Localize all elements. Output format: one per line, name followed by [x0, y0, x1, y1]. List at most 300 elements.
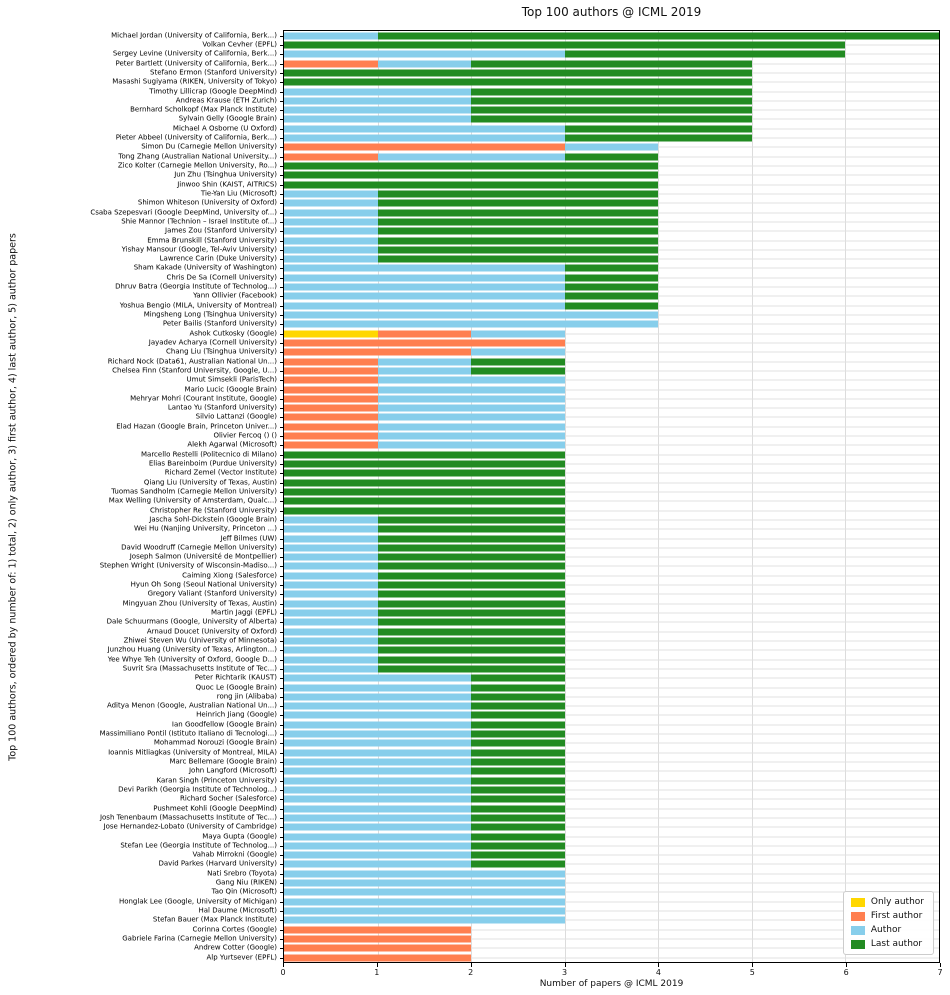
stacked-bar: [284, 759, 939, 766]
bar-segment-first: [284, 349, 471, 356]
author-row: [158, 859, 939, 869]
author-row: [150, 68, 939, 77]
stacked-bar: [284, 349, 939, 356]
y-tick-mark: [280, 352, 283, 353]
y-tick-mark: [280, 241, 283, 242]
stacked-bar: [284, 665, 939, 672]
stacked-bar: [284, 358, 939, 365]
author-tick-label: Simon Du (Carnegie Mellon University): [141, 142, 277, 151]
author-row: [112, 366, 939, 375]
author-row: [200, 189, 939, 198]
author-row: [134, 524, 939, 534]
bar-segment-author: [471, 330, 565, 337]
bar-segment-first: [284, 433, 378, 440]
bar-segment-last: [378, 535, 565, 542]
y-tick-mark: [280, 650, 283, 651]
bar-segment-first: [284, 144, 565, 151]
stacked-bar: [284, 321, 939, 328]
author-row: [130, 580, 939, 589]
bar-segment-last: [565, 293, 659, 300]
y-tick-mark: [280, 837, 283, 838]
author-tick-label: Jayadev Acharya (Cornell University): [148, 338, 277, 347]
author-tick-label: Quoc Le (Google Brain): [195, 683, 277, 692]
author-row: [174, 170, 939, 180]
bar-segment-author: [284, 777, 471, 784]
bar-segment-author: [284, 759, 471, 766]
stacked-bar: [284, 842, 939, 849]
bar-segment-last: [378, 237, 659, 244]
y-tick-mark: [280, 734, 283, 735]
author-tick-label: Umut Simsekli (ParisTech): [186, 375, 277, 384]
author-tick-label: Richard Socher (Salesforce): [180, 794, 277, 803]
author-tick-label: Ian Goodfellow (Google Brain): [171, 720, 277, 729]
author-row: [148, 459, 939, 468]
x-tick-mark: [846, 963, 847, 967]
chart-title: Top 100 authors @ ICML 2019: [521, 5, 702, 19]
author-row: [188, 766, 939, 776]
author-row: [116, 422, 939, 431]
y-tick-mark: [280, 417, 283, 418]
author-row: [156, 776, 939, 785]
bar-segment-author: [284, 703, 471, 710]
author-tick-label: Richard Nock (Data61, Australian National Un...): [107, 357, 277, 366]
author-tick-label: Mingsheng Long (Tsinghua University): [143, 310, 277, 319]
rows: [90, 31, 939, 962]
author-tick-label: Christopher Re (Stanford University): [149, 506, 277, 515]
author-row: [164, 468, 939, 478]
author-tick-label: Olivier Fercoq () (): [213, 431, 277, 440]
stacked-bar: [284, 284, 939, 291]
y-tick-mark: [280, 715, 283, 716]
x-tick-label: 6: [843, 968, 849, 977]
y-tick-mark: [280, 576, 283, 577]
bar-segment-author: [284, 265, 565, 272]
legend-label: Only author: [870, 897, 924, 907]
bar-segment-author: [284, 302, 565, 309]
stacked-bar: [284, 442, 939, 449]
author-tick-label: Silvio Lattanzi (Google): [195, 412, 277, 421]
stacked-bar: [284, 852, 939, 859]
bar-segment-author: [284, 51, 565, 58]
bar-segment-last: [471, 731, 565, 738]
stacked-bar: [284, 600, 939, 607]
stacked-bar: [284, 805, 939, 812]
bar-segment-first: [284, 935, 471, 942]
author-tick-label: Elad Hazan (Google Brain, Princeton Univer...): [116, 422, 277, 431]
stacked-bar: [284, 898, 939, 905]
y-tick-mark: [280, 594, 283, 595]
stacked-bar: [284, 656, 939, 663]
author-row: [186, 375, 939, 385]
bar-segment-last: [378, 32, 939, 39]
bar-segment-last: [471, 740, 565, 747]
stacked-bar: [284, 218, 939, 225]
stacked-bar: [284, 945, 939, 952]
stacked-bar: [284, 274, 939, 281]
y-tick-mark: [280, 138, 283, 139]
y-tick-mark: [280, 464, 283, 465]
bar-segment-last: [284, 41, 845, 48]
stacked-bar: [284, 712, 939, 719]
x-tick-label: 3: [562, 968, 568, 977]
bar-segment-first: [378, 330, 472, 337]
y-tick-mark: [280, 380, 283, 381]
bar-segment-author: [284, 917, 565, 924]
stacked-bar: [284, 582, 939, 589]
author-row: [202, 832, 939, 841]
bar-segment-author: [284, 721, 471, 728]
stacked-bar: [284, 405, 939, 412]
bar-segment-last: [378, 591, 565, 598]
bar-segment-author: [284, 88, 471, 95]
author-tick-label: Stefan Lee (Georgia Institute of Technolog...): [120, 841, 277, 850]
author-tick-label: Jascha Sohl-Dickstein (Google Brain): [149, 515, 277, 524]
bar-segment-first: [284, 377, 378, 384]
author-row: [172, 124, 939, 133]
author-tick-label: Lantao Yu (Stanford University): [167, 403, 277, 412]
stacked-bar: [284, 88, 939, 95]
author-row: [149, 506, 939, 515]
bar-segment-author: [284, 675, 471, 682]
bar-segment-last: [471, 768, 565, 775]
author-row: [90, 208, 939, 217]
author-tick-label: Ashok Cutkosky (Google): [189, 329, 277, 338]
author-row: [107, 645, 939, 655]
stacked-bar: [284, 367, 939, 374]
bar-segment-last: [471, 777, 565, 784]
y-tick-mark: [280, 231, 283, 232]
legend-label: Author: [870, 925, 902, 935]
y-tick-mark: [280, 194, 283, 195]
bar-segment-last: [378, 228, 659, 235]
x-tick-label: 0: [280, 968, 286, 977]
author-row: [146, 627, 939, 636]
author-tick-label: Lawrence Carin (Duke University): [159, 254, 277, 263]
author-tick-label: Shie Mannor (Technion – Israel Institute of...): [121, 217, 277, 226]
author-row: [115, 133, 939, 142]
author-tick-label: Karan Singh (Princeton University): [156, 776, 277, 785]
bar-segment-last: [284, 470, 565, 477]
y-tick-mark: [280, 334, 283, 335]
bar-segment-first: [284, 339, 565, 346]
author-row: [184, 385, 939, 394]
stacked-bar: [284, 526, 939, 533]
stacked-bar: [284, 386, 939, 393]
bar-segment-author: [284, 312, 658, 319]
author-tick-label: Joseph Salmon (Université de Montpellier): [129, 552, 277, 561]
y-tick-mark: [280, 809, 283, 810]
bar-segment-author: [284, 619, 378, 626]
stacked-bar: [284, 153, 939, 160]
bar-segment-author: [378, 442, 565, 449]
author-row: [118, 897, 939, 906]
stacked-bar: [284, 312, 939, 319]
bar-segment-last: [378, 218, 659, 225]
bar-segment-last: [378, 647, 565, 654]
y-tick-mark: [280, 343, 283, 344]
bar-segment-author: [284, 274, 565, 281]
bar-segment-first: [284, 386, 378, 393]
bar-segment-author: [284, 889, 565, 896]
bar-segment-last: [378, 619, 565, 626]
author-row: [202, 40, 939, 49]
bar-segment-first: [284, 60, 378, 67]
bar-segment-last: [565, 284, 659, 291]
stacked-bar: [284, 470, 939, 477]
author-row: [178, 114, 939, 124]
bar-segment-first: [284, 954, 471, 961]
stacked-bar: [284, 637, 939, 644]
author-row: [115, 59, 939, 68]
stacked-bar: [284, 535, 939, 542]
y-tick-mark: [280, 82, 283, 83]
bar-segment-first: [284, 945, 471, 952]
y-tick-mark: [280, 771, 283, 772]
bar-segment-author: [284, 628, 378, 635]
y-tick-mark: [280, 688, 283, 689]
author-row: [180, 794, 939, 804]
stacked-bar: [284, 796, 939, 803]
stacked-bar: [284, 209, 939, 216]
author-row: [118, 152, 939, 161]
x-tick-mark: [940, 963, 941, 967]
author-tick-label: Tuomas Sandholm (Carnegie Mellon University): [111, 487, 277, 496]
legend-item: [851, 911, 924, 921]
author-tick-label: Ioannis Mitliagkas (University of Montreal, MILA): [108, 748, 277, 757]
author-tick-label: rong jin (Alibaba): [216, 692, 277, 701]
bar-segment-last: [471, 107, 752, 114]
author-tick-label: Honglak Lee (Google, University of Michigan): [118, 897, 277, 906]
author-tick-label: Mario Lucic (Google Brain): [184, 385, 277, 394]
stacked-bar: [284, 572, 939, 579]
y-tick-mark: [280, 278, 283, 279]
y-tick-mark: [280, 855, 283, 856]
y-tick-mark: [280, 892, 283, 893]
y-tick-mark: [280, 660, 283, 661]
bar-segment-last: [378, 526, 565, 533]
bar-segment-last: [378, 544, 565, 551]
y-tick-mark: [280, 157, 283, 158]
author-tick-label: Hyun Oh Song (Seoul National University): [130, 580, 277, 589]
stacked-bar: [284, 498, 939, 505]
y-tick-mark: [280, 296, 283, 297]
stacked-bar: [284, 41, 939, 48]
author-tick-label: Sergey Levine (University of California, Berk...): [112, 49, 277, 58]
author-tick-label: Andrew Cotter (Google): [194, 943, 277, 952]
x-tick-mark: [752, 963, 753, 967]
author-tick-label: Vahab Mirrokni (Google): [192, 850, 277, 859]
y-tick-mark: [280, 613, 283, 614]
stacked-bar: [284, 339, 939, 346]
stacked-bar: [284, 619, 939, 626]
bar-segment-author: [284, 693, 471, 700]
y-tick-mark: [280, 259, 283, 260]
bar-segment-author: [284, 256, 378, 263]
bar-segment-author: [378, 423, 565, 430]
bar-segment-author: [378, 395, 565, 402]
author-tick-label: Mingyuan Zhou (University of Texas, Austin): [122, 599, 277, 608]
bar-segment-author: [284, 824, 471, 831]
author-row: [192, 925, 939, 934]
bar-segment-last: [471, 814, 565, 821]
author-row: [167, 403, 939, 413]
bar-segment-last: [565, 302, 659, 309]
author-row: [130, 105, 939, 115]
y-axis-label: Top 100 authors, ordered by number of: 1) total, 2) only author, 3) first author, 4) last author, 5) author papers: [7, 233, 19, 761]
author-tick-label: Alp Yurtsever (EPFL): [206, 953, 277, 962]
y-tick-mark: [280, 939, 283, 940]
stacked-bar: [284, 377, 939, 384]
author-tick-label: Richard Zemel (Vector Institute): [164, 468, 277, 477]
stacked-bar: [284, 954, 939, 961]
legend-item: [851, 939, 924, 949]
author-row: [193, 291, 939, 301]
author-row: [130, 394, 939, 403]
bar-segment-author: [284, 768, 471, 775]
stacked-bar: [284, 246, 939, 253]
stacked-bar: [284, 293, 939, 300]
author-row: [106, 617, 939, 627]
y-tick-mark: [280, 790, 283, 791]
y-tick-mark: [280, 520, 283, 521]
bar-segment-author: [284, 293, 565, 300]
author-row: [177, 180, 939, 189]
author-row: [112, 49, 939, 59]
author-tick-label: Jinwoo Shin (KAIST, AITRICS): [177, 180, 277, 189]
stacked-bar: [284, 461, 939, 468]
bar-segment-last: [565, 274, 659, 281]
stacked-bar: [284, 935, 939, 942]
y-tick-mark: [280, 268, 283, 269]
y-tick-mark: [280, 408, 283, 409]
y-tick-mark: [280, 45, 283, 46]
y-tick-mark: [280, 902, 283, 903]
y-tick-mark: [280, 604, 283, 605]
y-tick-mark: [280, 427, 283, 428]
stacked-bar: [284, 107, 939, 114]
stacked-bar: [284, 125, 939, 132]
plot-area: [90, 30, 940, 963]
y-tick-mark: [280, 362, 283, 363]
bar-segment-last: [471, 786, 565, 793]
bar-segment-author: [284, 526, 378, 533]
bar-segment-author: [378, 386, 565, 393]
bar-segment-last: [471, 749, 565, 756]
bar-segment-author: [284, 32, 378, 39]
bar-segment-last: [378, 637, 565, 644]
author-row: [148, 338, 939, 347]
author-tick-label: Qiang Liu (University of Texas, Austin): [143, 478, 277, 487]
bar-segment-author: [284, 610, 378, 617]
author-row: [182, 571, 939, 580]
author-tick-label: Marcello Restelli (Politecnico di Milano): [140, 450, 277, 459]
stacked-bar: [284, 824, 939, 831]
legend: [843, 891, 934, 955]
y-tick-mark: [280, 725, 283, 726]
bar-segment-author: [284, 218, 378, 225]
bar-segment-author: [284, 833, 471, 840]
bar-segment-last: [284, 172, 658, 179]
x-tick-mark: [565, 963, 566, 967]
bar-segment-first: [284, 442, 378, 449]
author-tick-label: Tao Qin (Microsoft): [211, 887, 277, 896]
stacked-bar: [284, 172, 939, 179]
author-tick-label: Nati Srebro (Toyota): [207, 869, 277, 878]
author-row: [194, 943, 939, 953]
stacked-bar: [284, 135, 939, 142]
legend-item: [851, 897, 924, 907]
stacked-bar: [284, 414, 939, 421]
author-row: [165, 226, 939, 236]
bar-segment-author: [284, 880, 565, 887]
author-tick-label: Aditya Menon (Google, Australian National Un...): [106, 701, 277, 710]
author-row: [196, 710, 939, 720]
author-tick-label: Chelsea Finn (Stanford University, Google, U...): [112, 366, 277, 375]
bar-segment-last: [471, 759, 565, 766]
bar-segment-author: [284, 535, 378, 542]
author-row: [106, 701, 939, 711]
bar-segment-first: [284, 358, 378, 365]
stacked-bar: [284, 628, 939, 635]
author-tick-label: Massimiliano Pontil (Istituto Italiano di Tecnologi...): [99, 729, 277, 738]
stacked-bar: [284, 32, 939, 39]
y-tick-mark: [280, 557, 283, 558]
stacked-bar: [284, 870, 939, 877]
author-tick-label: David Woodruff (Carnegie Mellon University): [121, 543, 277, 552]
y-tick-mark: [280, 222, 283, 223]
author-tick-label: Tie-Yan Liu (Microsoft): [200, 189, 277, 198]
bar-segment-last: [284, 79, 752, 86]
bar-segment-author: [284, 591, 378, 598]
author-row: [207, 869, 939, 878]
stacked-bar: [284, 395, 939, 402]
stacked-bar: [284, 563, 939, 570]
stacked-bar: [284, 880, 939, 887]
bar-segment-last: [284, 181, 658, 188]
author-tick-label: Alekh Agarwal (Microsoft): [187, 440, 277, 449]
author-tick-label: David Parkes (Harvard University): [158, 859, 277, 868]
bar-segment-last: [565, 265, 659, 272]
author-row: [108, 748, 939, 757]
y-tick-mark: [280, 539, 283, 540]
author-tick-label: Suvrit Sra (Massachusetts Institute of Tec...): [122, 664, 277, 673]
author-row: [143, 310, 939, 319]
author-tick-label: Michael A Osborne (U Oxford): [172, 124, 277, 133]
author-tick-label: Mohammad Norouzi (Google Brain): [153, 738, 277, 747]
author-tick-label: Wei Hu (Nanjing University, Princeton ...): [134, 524, 277, 533]
stacked-bar: [284, 740, 939, 747]
author-tick-label: Jose Hernandez-Lobato (University of Cambridge): [103, 822, 277, 831]
bar-segment-author: [284, 572, 378, 579]
bar-segment-author: [378, 367, 472, 374]
bar-segment-only: [284, 330, 378, 337]
author-row: [210, 608, 939, 617]
x-tick-label: 7: [937, 968, 943, 977]
bar-segment-last: [284, 479, 565, 486]
y-tick-mark: [280, 911, 283, 912]
y-tick-mark: [280, 864, 283, 865]
bar-segment-author: [284, 228, 378, 235]
bar-segment-author: [284, 861, 471, 868]
y-tick-mark: [280, 166, 283, 167]
bar-segment-last: [378, 600, 565, 607]
author-row: [194, 673, 939, 683]
author-row: [215, 878, 939, 887]
author-tick-label: Caiming Xiong (Salesforce): [182, 571, 277, 580]
stacked-bar: [284, 554, 939, 561]
author-row: [149, 515, 939, 524]
y-tick-mark: [280, 622, 283, 623]
